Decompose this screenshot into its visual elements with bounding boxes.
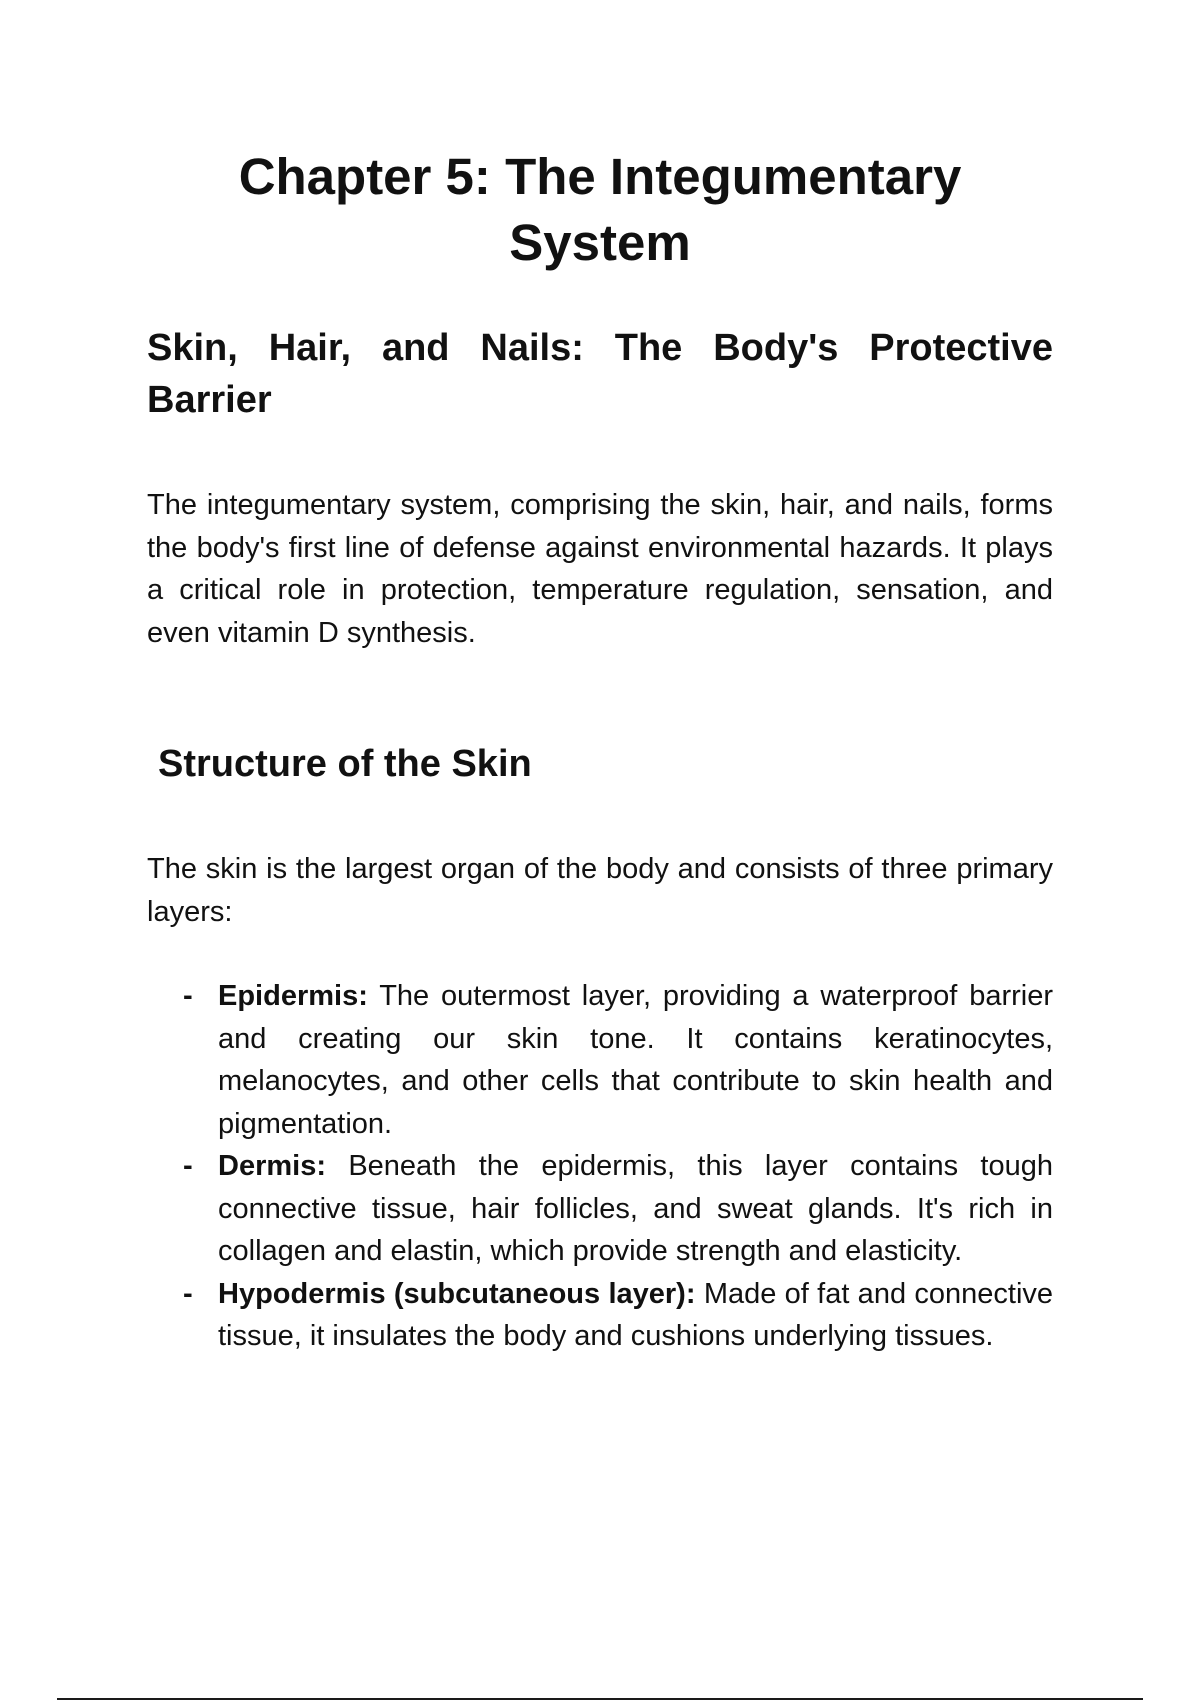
list-item-hypodermis [147,1273,1053,1358]
bullet-dash: - [183,1277,193,1310]
bullet-dash: - [183,980,193,1012]
bullet-dash: - [183,1150,193,1182]
layer-list [147,975,1053,1358]
layer-description: Beneath the epidermis, this layer contains tough connective tissue, hair follicles, and sweat glands. It's rich in collagen and elastin, which provide strength and elasticity. [218,1150,1053,1267]
structure-heading: Structure of the Skin [158,743,532,785]
layer-description: Made of fat and connective tissue, it insulates the body and cushions underlying tissues. [218,1277,1054,1352]
intro-paragraph: The integumentary system, comprising the skin, hair, and nails, forms the body's first line of defense against environmental hazards. It plays a critical role in protection, temperature regulation, sensation, and even vitamin D synthesis. [147,489,1053,649]
structure-paragraph: The skin is the largest organ of the body and consists of three primary layers: [147,853,1053,928]
layer-term: Epidermis: [218,980,368,1012]
chapter-title: Chapter 5: The Integumentary System [238,148,962,271]
list-item-epidermis [147,975,1053,1145]
layer-term: Hypodermis (subcutaneous layer): [218,1277,696,1310]
list-item-dermis [147,1145,1053,1273]
layer-description: The outermost layer, providing a waterproof barrier and creating our skin tone. It contains keratinocytes, melanocytes, and other cells that contribute to skin health and pigmentation. [218,980,1053,1140]
section-heading: Skin, Hair, and Nails: The Body's Protective Barrier [147,327,1053,421]
layer-term: Dermis: [218,1150,326,1182]
